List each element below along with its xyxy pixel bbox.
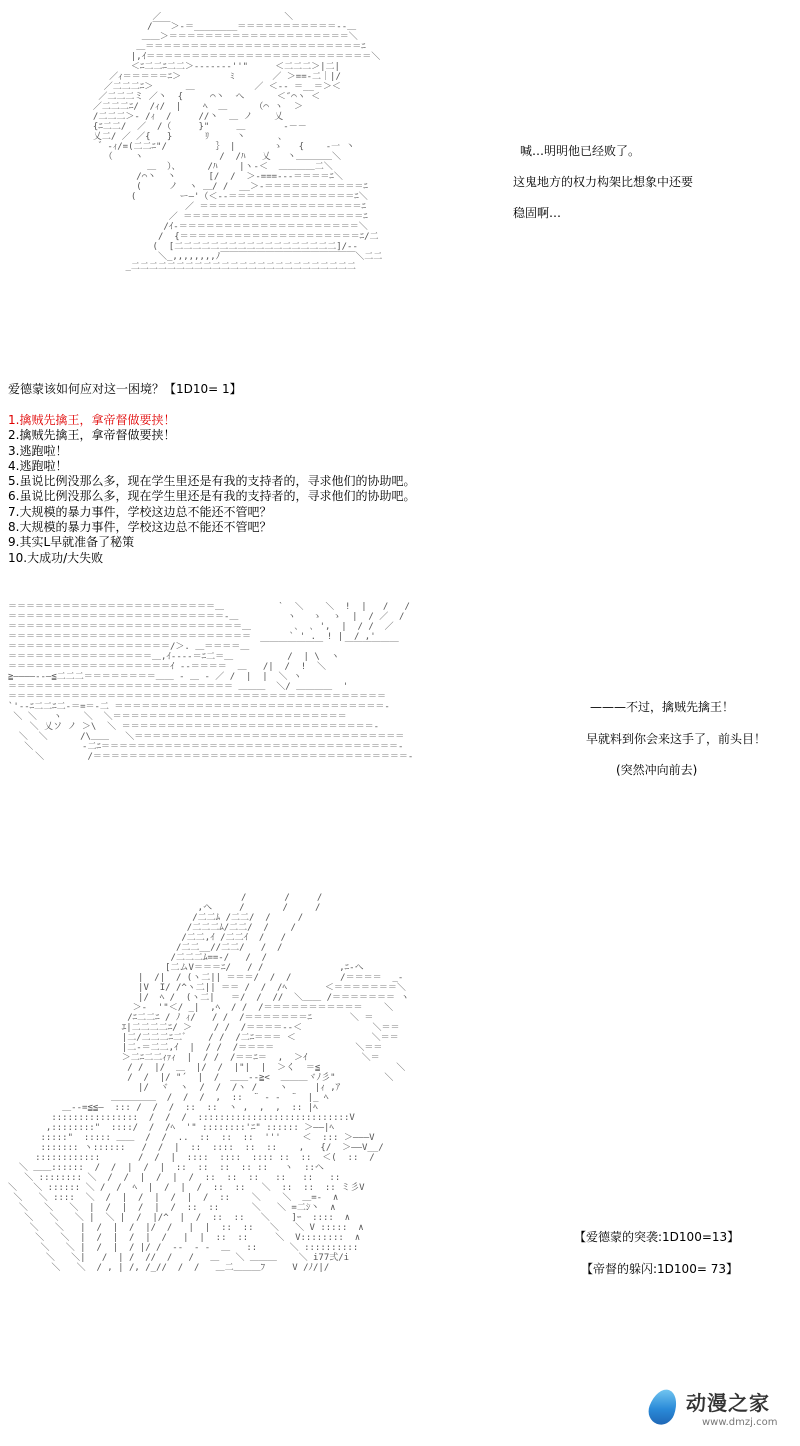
dialogue-panel-2-line-2: 早就料到你会来这手了，前头目！ xyxy=(586,732,767,746)
ascii-art-panel-3: / / / ,へ / / / /二二ﾑ /二二/ / / /二二二ﾑ/二二/ / / /二二,ｲ /二二ｲ / / /二二__//二二/ / / /二二二ﾑ==-/ / / [二ムV＝＝＝ﾆ/ / / ,ﾆ-へ | /| / (ヽ二|| ＝＝＝/ / / /＝＝＝＝ _- |V I/ /^ヽ二|| ＝＝ / / /ﾍ ＜＝＝＝＝＝＝＝＼ |/ ﾍ / (ヽ二| ＝/ / // ＼＿＿ /＝＝＝＝＝＝＝ ヽ ＞- '"＜/ _| ,ﾍ / / /＝＝＝＝＝＝＝＝＝＝＝ ＼ /ﾆ二二ﾆ / ﾉ ｨ/ / / /＝＝＝＝＝＝＝ﾆ ＼ ＝ ｴ|二二二二ﾆ/ ＞ / / /＝＝＝＝‐‐＜ ＼＝＝ |二/二二二ﾆ二ﾞ / / /二ﾆ＝＝＝ ＜ ＼＝＝ |二-＝二二,ｲ | / / /＝＝＝＝ ＼＝＝ ＞二ﾆ二二ｨｧｨ | / / /＝＝ﾆ＝ , ＞ｲ ＼＝ / / |/ ＿ |/ / |"| | ＞く ＝≦ ＼ / / |/ "´ | / ＿＿‐‐≧< ＿＿＿ヾﾉ彡" ＼ |/ ヾ ヽ / / /ヽ / ヽ |ｨ ,ｱ ＿＿＿＿＿ / / / , :: ¨ ‐ ‐ ¨ |_ ﾍ ＿‐‐=≦≦― ::: / / / :: :: ヽ , , , :: |ﾍ :::::::::::::::: / / / ::::::::::::::::::::::::::::V ,::::::::" ::::/ / /ﾍ '" ::::::::'ﾆ" :::::: ＞――|ﾍ :::::" ::::: ＿＿ / / .. :: :: :: ''' ＜ ::: ＞―――V ::::::: ヽ:::::: / / | :: :::: :: :: , {/ ＞――V__/ :::::::::::: / / | :::: :::: :::: :: :: ＜( :: / ＼ ＿＿:::::: / / | / | :: :: :: :: :: ヽ ::ヘ ＼ :::::::: ＼ / / | / | / :: :: :: :: :: :: ＼ ＼ :::::: ＼ / / ﾍ | / | / :: :: ＼ :: :: :: ミ彡V ＼ ＼ :::: ＼ / | / | / | / :: ＼ ＼ ＿=- ∧ ＼ ＼ ＼ | / | / | / :: :: ＼ ＼ =二ｼ丶 ∧ ＼ ＼ ＼ | ＼ | / |/^ | / :: :: ＼ ]ｰ :::: ∧ ＼ ＼ | / | / |/ / | | :: :: ＼ ＼ V ::::: ∧ ＼ ＼ | / | / | / | | :: :: ＼ V:::::::: ∧ ＼ ＼ | / | / |/ / ‐‐ ‐ ‐ ＿ :: ＼ :::::::::: ＼ ＼| / | / // / / ＿ ＼ ＿＿＿ ＼ i77弍/i ＼ ＼ / , | /, /_// / / ＿二＿＿＿ﾌ V /ﾉ/|/ xyxy=(8,893,410,1273)
watermark-name: 动漫之家 xyxy=(686,1391,770,1415)
dialogue-panel-1-line-1: 喊…明明他已经败了。 xyxy=(520,144,641,158)
option-1: 1.擒贼先擒王，拿帝督做要挟！ xyxy=(8,413,176,427)
dialogue-panel-2-line-1: ———不过，擒贼先擒王！ xyxy=(590,700,735,714)
roll-emperor-dodge: 【帝督的躲闪:1D100= 73】 xyxy=(581,1262,738,1276)
option-7: 7.大规模的暴力事件，学校这边总不能还不管吧？ xyxy=(8,504,272,519)
logo-drop-icon xyxy=(645,1386,682,1429)
dice-question: 爱德蒙该如何应对这一困境？【1D10= 1】 xyxy=(8,382,242,396)
option-10: 10.大成功/大失败 xyxy=(8,550,104,565)
site-watermark xyxy=(646,1383,796,1439)
option-4: 4.逃跑啦！ xyxy=(8,458,68,473)
dialogue-panel-1-line-3: 稳固啊… xyxy=(513,206,562,220)
option-5: 5.虽说比例没那么多，现在学生里还是有我的支持者的，寻求他们的协助吧。 xyxy=(8,474,416,489)
roll-edmond-raid: 【爱德蒙的突袭:1D100=13】 xyxy=(574,1230,740,1244)
watermark-url: www.dmzj.com xyxy=(702,1417,778,1428)
dialogue-panel-2-line-3: (突然冲向前去) xyxy=(616,763,698,777)
option-2: 2.擒贼先擒王，拿帝督做要挟！ xyxy=(8,428,176,443)
option-3: 3.逃跑啦！ xyxy=(8,443,68,458)
option-8: 8.大规模的暴力事件，学校这边总不能还不管吧？ xyxy=(8,520,272,535)
ascii-art-panel-2: ＝＝＝＝＝＝＝＝＝＝＝＝＝＝＝＝＝＝＝＝＝＝＝＿ ` ＼ ＼ ! | / / ＝＝＝＝＝＝＝＝＝＝＝＝＝＝＝＝＝＝＝＝＝＝＝＝-＿ ヽ ゝ ゝ | / ／ / ＝＝＝＝＝＝＝＝＝＝＝＝＝＝＝＝＝＝＝＝＝＝＝＝＝＝＿ ､ ､ ', | / / ／ ＝＝＝＝＝＝＝＝＝＝＝＝＝＝＝＝＝＝＝＝＝＝＝＝＝＝＝ ` ' . ! | / ,' ＝＝＝＝＝＝＝＝＝＝＝＝＝＝＝＝＝＝/＞. ＿＝＝＝＝＿ ￣￣￣￣￣￣￣ ￣￣￣￣￣￣ ＝＝＝＝＝＝＝＝＝＝＝＝＝＝＝＝＿,ｲ‐‐‐‐＝ﾆ二＝＿ / | \ ヽ ＝＝＝＝＝＝＝＝＝＝＝＝＝＝＝＝＝＝ｲ ‐‐＝＝＝＝ ＿ /| / ! ＼ ≧――――‐‐―≦二二二＝＝＝＝＝＝＝＝＿＿ ‐ ＿ ‐ ／ / | | ＼ ヽ ＝＝＝＝＝＝＝＝＝＝＝＝＝＝＝＝＝＝＝＝＝＝＝＝＝ ＿＿＿ ＼/ ＿＿＿＿ ' ＝＝＝＝＝＝＝＝＝＝＝＝＝＝＝＝＝＝＝＝＝＝＝＝＝＝＝＝＝＝＝＝＝＝＝＝＝＝＝＝＝＝ `'‐‐ﾆ二二ﾆ二-＝=＝-二 ＝＝＝＝＝＝＝＝＝＝＝＝＝＝＝＝＝＝＝＝＝＝＝＝＝＝＝＝＝＝- ＼ ＼ ヽ ＼ ＼＝＝＝＝＝＝＝＝＝＝＝＝＝＝＝＝＝＝＝＝＝＝＝＝＝＝ ＼ 乂ソ ノ ＞\ ＼ ＝＝＝＝＝＝＝＝＝＝＝＝＝＝＝＝＝＝＝＝＝＝＝＝＝＝＝＝- ＼ ＼ /\＿＿ ＼＝＝＝＝＝＝＝＝＝＝＝＝＝＝＝＝＝＝＝＝＝＝＝＝＝＝＝＝＝＝ ＼ -二ﾆ＝＝＝＝＝＝＝＝＝＝＝＝＝＝＝＝＝＝＝＝＝＝＝＝＝＝＝＝＝＝＝＝＝- ＼ /＝＝＝＝＝＝＝＝＝＝＝＝＝＝＝＝＝＝＝＝＝＝＝＝＝＝＝＝＝＝＝＝＝＝＝- xyxy=(8,602,414,762)
option-9: 9.其实L早就准备了秘策 xyxy=(8,535,135,550)
ascii-art-panel-1: ／￣￣￣￣￣￣￣￣ ￣￣￣￣￣＼ /￣￣＞-＝________＝＝＝＝＝＝＝＝＝＝＝--＿ ＿＿＞＝＝＝＝＝＝＝＝＝＝＝＝＝＝＝＝＝＝＝＝＼ ＿＝＝＝＝＝＝＝＝＝＝＝＝＝＝＝＝＝＝＝＝＝＝＝＝ﾆ |,ｲ＝＝＝＝＝＝＝＝＝＝＝＝＝＝＝＝＝＝＝＝＝＝＝＝＝＼ ＜ﾆ二二ﾆ二二＞--‐‐‐‐‐''" ＜二二二＞|二| ／ｨ＝＝＝＝＝ﾆ＞ ﾐ ／ ＞==-二｜|/ ／二二二ﾆ＞ ＿ ／ ＜‐‐ ＝__＝＞＜ ／二二二ミ ／丶 { ⌒丶 へ ＜″⌒ヽ ＜ ／二二二ﾆ/ /ｨ/ | ﾍ ＿ （⌒ ヽ ＞ /二二二＞‐ /ｨ / //丶 ＿ ノ 乂 {ﾆ二二/ ／ /（ }" ＿ ‐－－ 乂二/ ／ ／{ } ﾘ 丶 、 ゛-ｨ/=(二二ﾆ"/ ｝ | ゝ { ‐一 丶 （ ヽ / /ﾊ 乂 丶＿＿＿＿＼ ＿ ）、 /ﾊ |ヽ-＜ ＿＿＿＿二＼ /⌒丶 丶 [/ / ＞-===‐‐‐＝＝＝＝ﾆ＼ ( ノ ヽ ＿/ / __＞-＝＝＝＝＝＝＝＝＝＝＝ﾆ ( ー―'（＜‐‐＝＝＝＝＝＝＝＝＝＝＝＝＝＝ﾆ＼ ／ ＝＝＝＝＝＝＝＝＝＝＝＝＝＝＝＝＝＝ﾆ ／ ＝＝＝＝＝＝＝＝＝＝＝＝＝＝＝＝＝＝＝＝ﾆ /ｲ-＝＝＝＝＝＝＝＝＝＝＝＝＝＝＝＝＝＝＝＝＼ / {＝＝＝＝＝＝＝＝＝＝＝＝＝＝＝＝＝＝＝＝ﾆ/二 ( [二二二二二二二二二二二二二二二二二二]/-‐ ＼_,,,,,,,,ﾉ￣￣￣￣￣￣￣￣￣￣￣￣￣￣￣＼二二 _二二二二二二二二二二二二二二二二二二二二二二二二二 xyxy=(92,12,383,272)
dialogue-panel-1-line-2: 这鬼地方的权力构架比想象中还要 xyxy=(513,175,694,189)
options-list xyxy=(8,413,415,566)
option-6: 6.虽说比例没那么多，现在学生里还是有我的支持者的，寻求他们的协助吧。 xyxy=(8,489,416,504)
